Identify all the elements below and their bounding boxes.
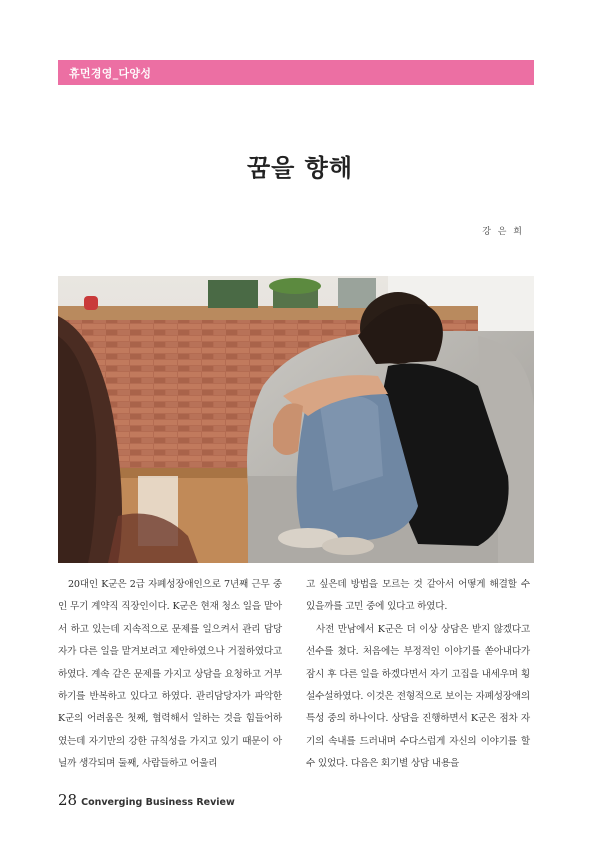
page-footer — [58, 791, 235, 809]
page-number: 28 — [58, 791, 78, 809]
article-author: 강 은 희 — [482, 227, 524, 237]
paragraph: 사전 만남에서 K군은 더 이상 상담은 받지 않겠다고 선수를 쳤다. 처음에는 부정적인 이야기를 쏟아내다가 잠시 후 다른 일을 하겠다면서 자기 고집을 내세우며 횡설수설하였다. 이것은 전형적으로 보이는 자폐성장애의 특성 중의 하나이다. 상담을 진행하면서 K군은 점차 자기의 속내를 드러내며 수다스럽게 자신의 이야기를 할 수 있었다. 다음은 회기별 상담 내용을 — [306, 623, 530, 770]
article-photo — [58, 276, 534, 563]
magazine-name: Converging Business Review — [81, 797, 235, 808]
section-header-bar — [58, 60, 534, 85]
article-column-right — [306, 574, 530, 776]
paragraph: 20대인 K군은 2급 자폐성장애인으로 7년째 근무 중인 무기 계약직 직장인이다. K군은 현재 청소 일을 맡아서 하고 있는데 지속적으로 문제를 일으켜서 관리 담당자가 다른 일을 맡겨보려고 제안하였으나 거절하였다고 하였다. 계속 같은 문제를 가지고 상담을 요청하고 거부하기를 반복하고 있다고 하였다. 관리담당자가 파악한 K군의 어려움은 첫째, 협력해서 일하는 것을 힘들어하였는데 자기만의 강한 규칙성을 가지고 있기 때문이 아닐까 생각되며 둘째, 사람들하고 어울리 — [58, 579, 282, 770]
section-label: 휴먼경영_다양성 — [69, 66, 152, 80]
article-column-left — [58, 574, 282, 776]
paragraph-continuation: 고 싶은데 방법을 모르는 것 같아서 어떻게 해결할 수 있을까를 고민 중에 있다고 하였다. — [306, 579, 530, 613]
article-title: 꿈을 향해 — [246, 154, 354, 182]
